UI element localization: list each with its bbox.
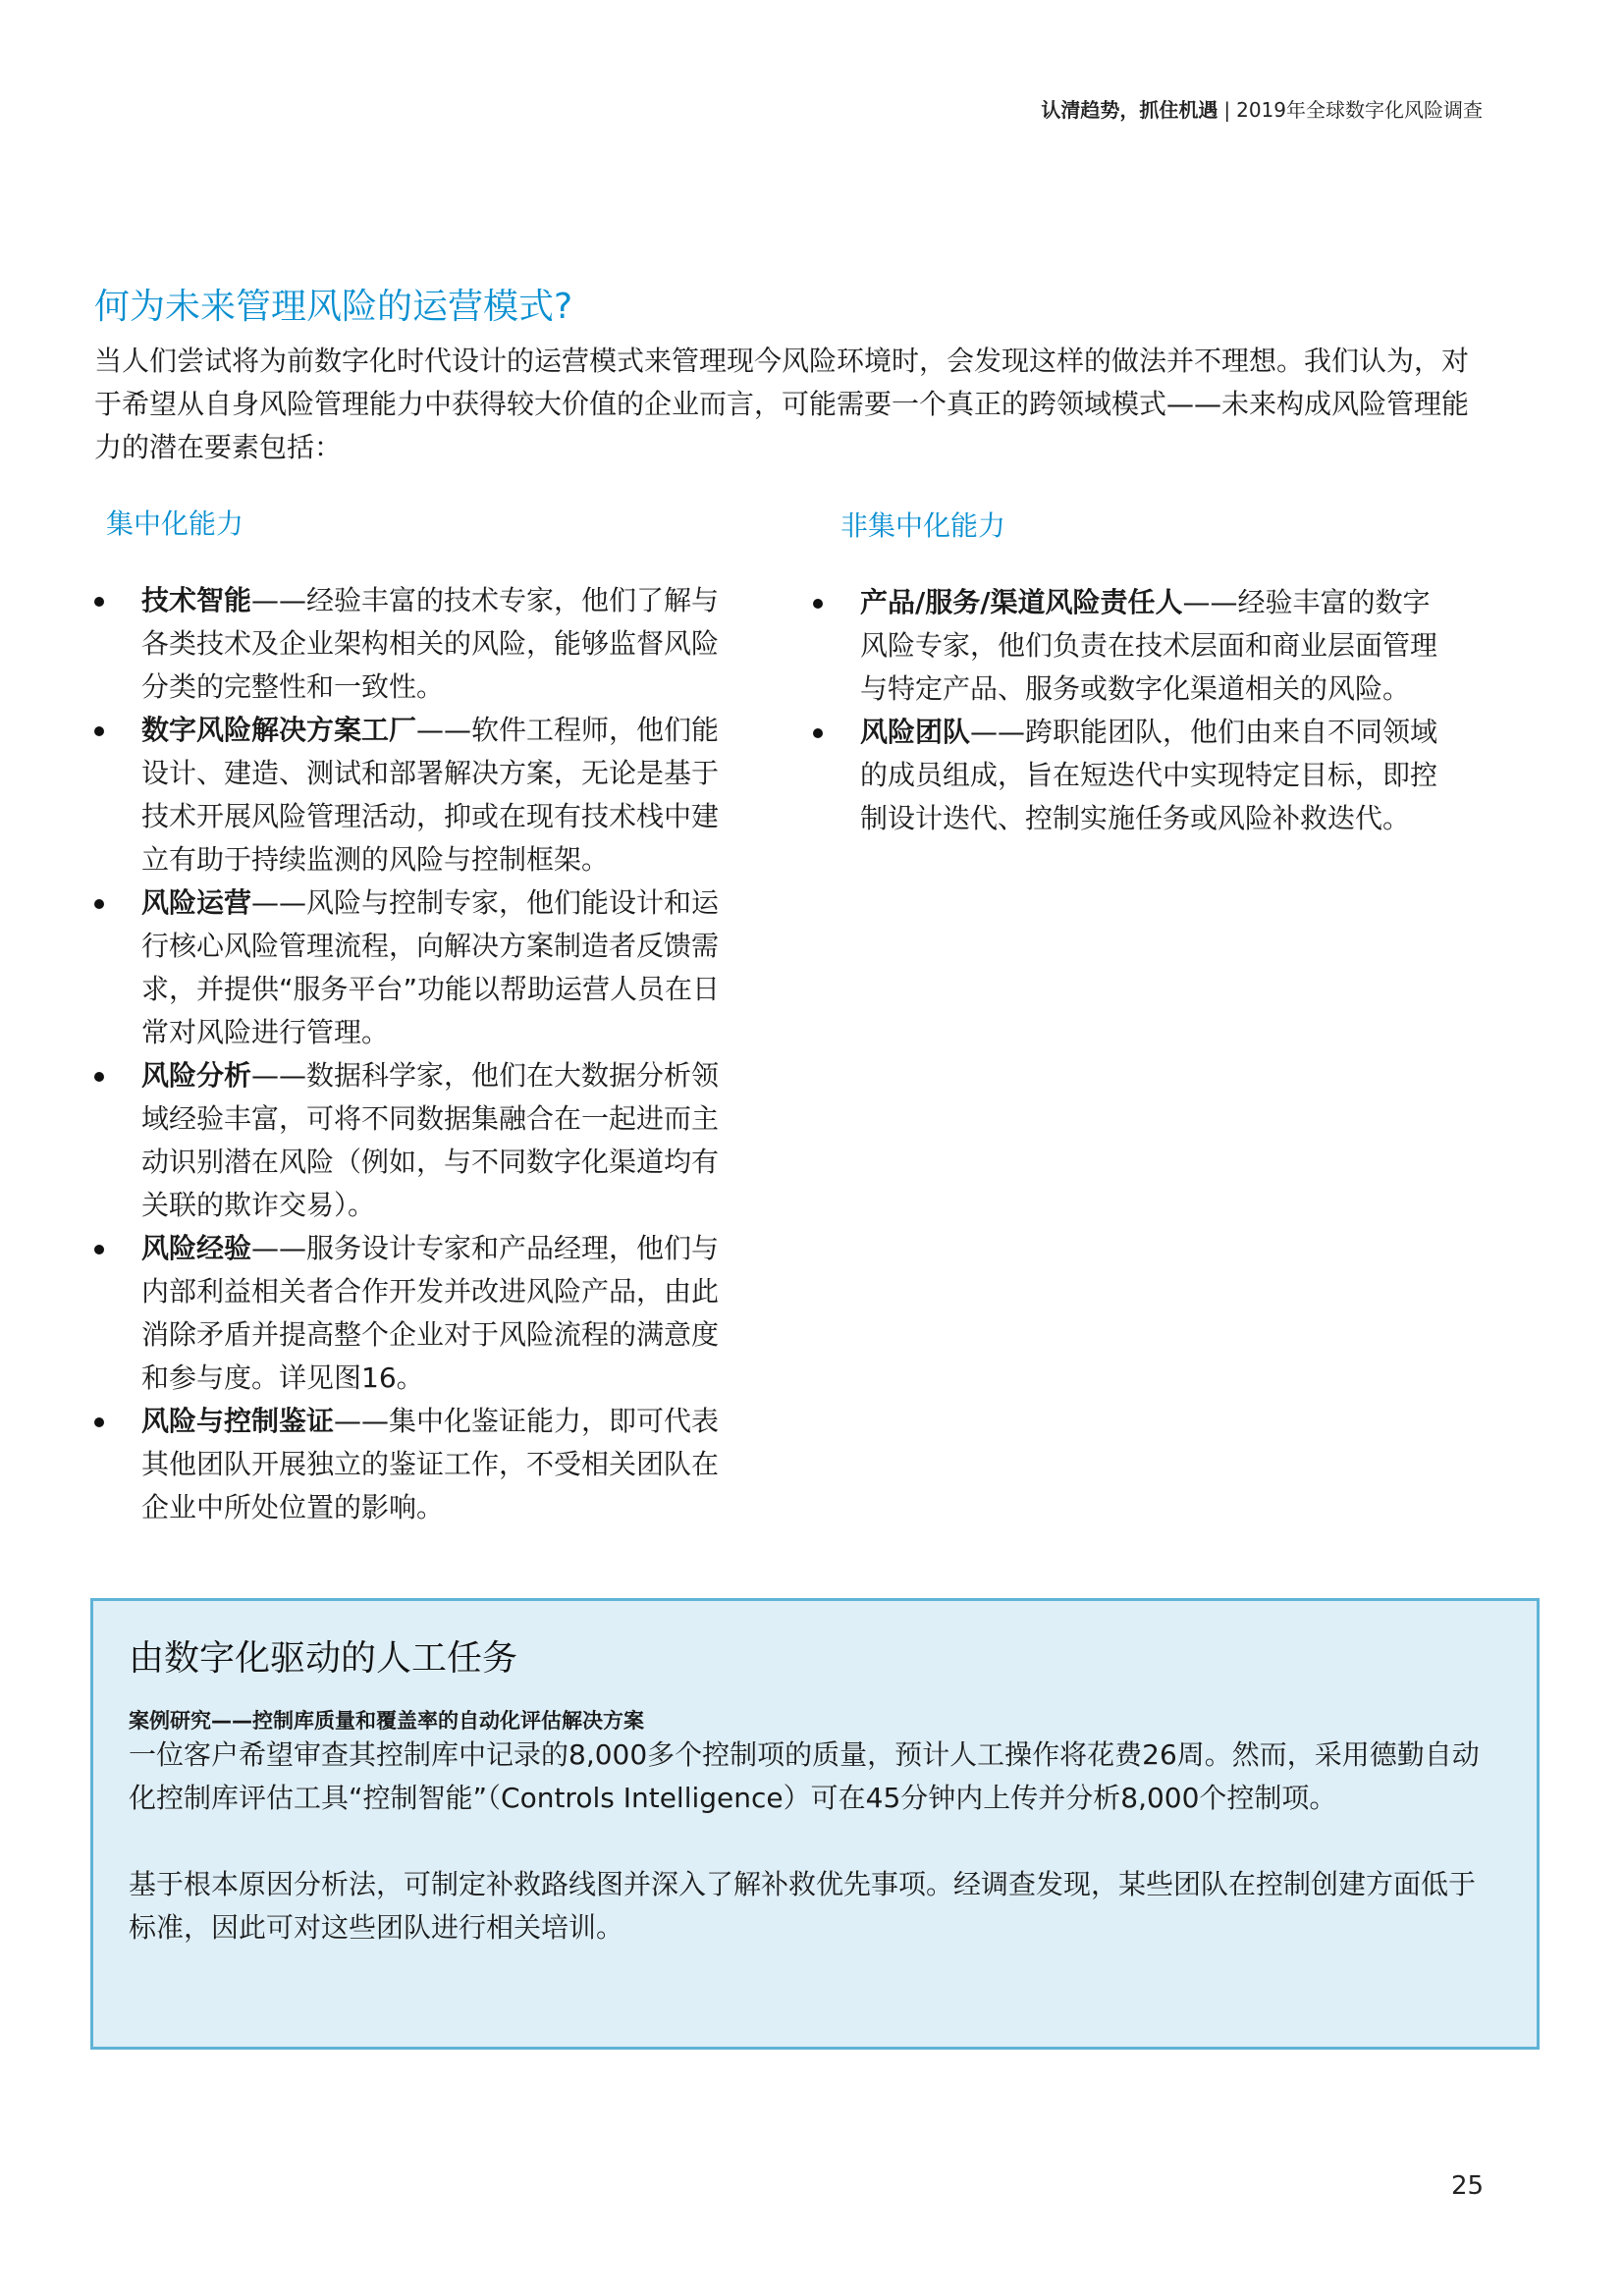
list-item (809, 711, 1447, 840)
item-term: 产品/服务/渠道风险责任人 (860, 586, 1183, 618)
bullet-icon (94, 1072, 104, 1082)
bullet-icon (94, 1417, 104, 1427)
bullet-icon (94, 726, 104, 736)
centralized-heading: 集中化能力 (106, 507, 244, 540)
section-intro: 当人们尝试将为前数字化时代设计的运营模式来管理现今风险环境时，会发现这样的做法并不理想。我们认为，对于希望从自身风险管理能力中获得较大价值的企业而言，可能需要一个真正的跨领域模式——未来构成风险管理能力的潜在要素包括： (94, 345, 1470, 463)
bullet-icon (94, 597, 104, 607)
item-term: 数字风险解决方案工厂 (141, 714, 417, 746)
item-text: ——服务设计专家和产品经理，他们与内部利益相关者合作开发并改进风险产品，由此消除矛盾并提高整个企业对于风险流程的满意度和参与度。详见图16。 (141, 1232, 720, 1394)
header-report-theme: 认清趋势，抓住机遇 (1041, 98, 1218, 122)
item-term: 风险团队 (860, 716, 971, 748)
bullet-icon (94, 899, 104, 909)
centralized-list (90, 579, 729, 1529)
list-item (809, 581, 1447, 711)
case-study-paragraph: 基于根本原因分析法，可制定补救路线图并深入了解补救优先事项。经调查发现，某些团队在控制创建方面低于标准，因此可对这些团队进行相关培训。 (129, 1868, 1477, 1944)
page-number: 25 (1451, 2171, 1485, 2201)
bullet-icon (813, 599, 823, 609)
item-term: 风险经验 (141, 1232, 252, 1264)
case-study-paragraph: 一位客户希望审查其控制库中记录的8,000多个控制项的质量，预计人工操作将花费26周。然而，采用德勤自动化控制库评估工具“控制智能”（Controls Intelligence）可在45分钟内上传并分析8,000个控制项。 (129, 1738, 1480, 1814)
list-item (90, 1400, 729, 1529)
item-text: ——风险与控制专家，他们能设计和运行核心风险管理流程，向解决方案制造者反馈需求，并提供“服务平台”功能以帮助运营人员在日常对风险进行管理。 (141, 886, 721, 1048)
list-item (90, 1054, 729, 1227)
item-text: ——经验丰富的技术专家，他们了解与各类技术及企业架构相关的风险，能够监督风险分类的完整性和一致性。 (141, 584, 720, 703)
item-term: 风险分析 (141, 1059, 252, 1092)
item-text: ——经验丰富的数字风险专家，他们负责在技术层面和商业层面管理与特定产品、服务或数字化渠道相关的风险。 (860, 586, 1438, 705)
list-item (90, 579, 729, 709)
item-text: ——软件工程师，他们能设计、建造、测试和部署解决方案，无论是基于技术开展风险管理活动，抑或在现有技术栈中建立有助于持续监测的风险与控制框架。 (141, 714, 720, 876)
item-term: 技术智能 (141, 584, 252, 616)
running-header (1041, 94, 1483, 123)
list-item (90, 1227, 729, 1400)
bullet-icon (94, 1245, 104, 1255)
decentralized-list (809, 581, 1447, 840)
item-term: 风险与控制鉴证 (141, 1405, 335, 1437)
case-study-title: 由数字化驱动的人工任务 (129, 1638, 518, 1679)
list-item (90, 709, 729, 881)
header-report-name: 2019年全球数字化风险调查 (1236, 98, 1483, 122)
item-term: 风险运营 (141, 886, 252, 919)
item-text: ——集中化鉴证能力，即可代表其他团队开展独立的鉴证工作，不受相关团队在企业中所处位置的影响。 (141, 1405, 720, 1523)
bullet-icon (813, 728, 823, 738)
item-text: ——跨职能团队，他们由来自不同领域的成员组成，旨在短迭代中实现特定目标，即控制设计迭代、控制实施任务或风险补救迭代。 (860, 716, 1438, 834)
decentralized-heading: 非集中化能力 (840, 509, 1006, 542)
item-text: ——数据科学家，他们在大数据分析领域经验丰富，可将不同数据集融合在一起进而主动识别潜在风险（例如，与不同数字化渠道均有关联的欺诈交易）。 (141, 1059, 720, 1221)
case-study-subtitle: 案例研究——控制库质量和覆盖率的自动化评估解决方案 (129, 1709, 644, 1733)
case-study-box (90, 1598, 1540, 2050)
header-separator: | (1223, 98, 1231, 122)
list-item (90, 881, 729, 1054)
section-title: 何为未来管理风险的运营模式? (94, 287, 573, 327)
